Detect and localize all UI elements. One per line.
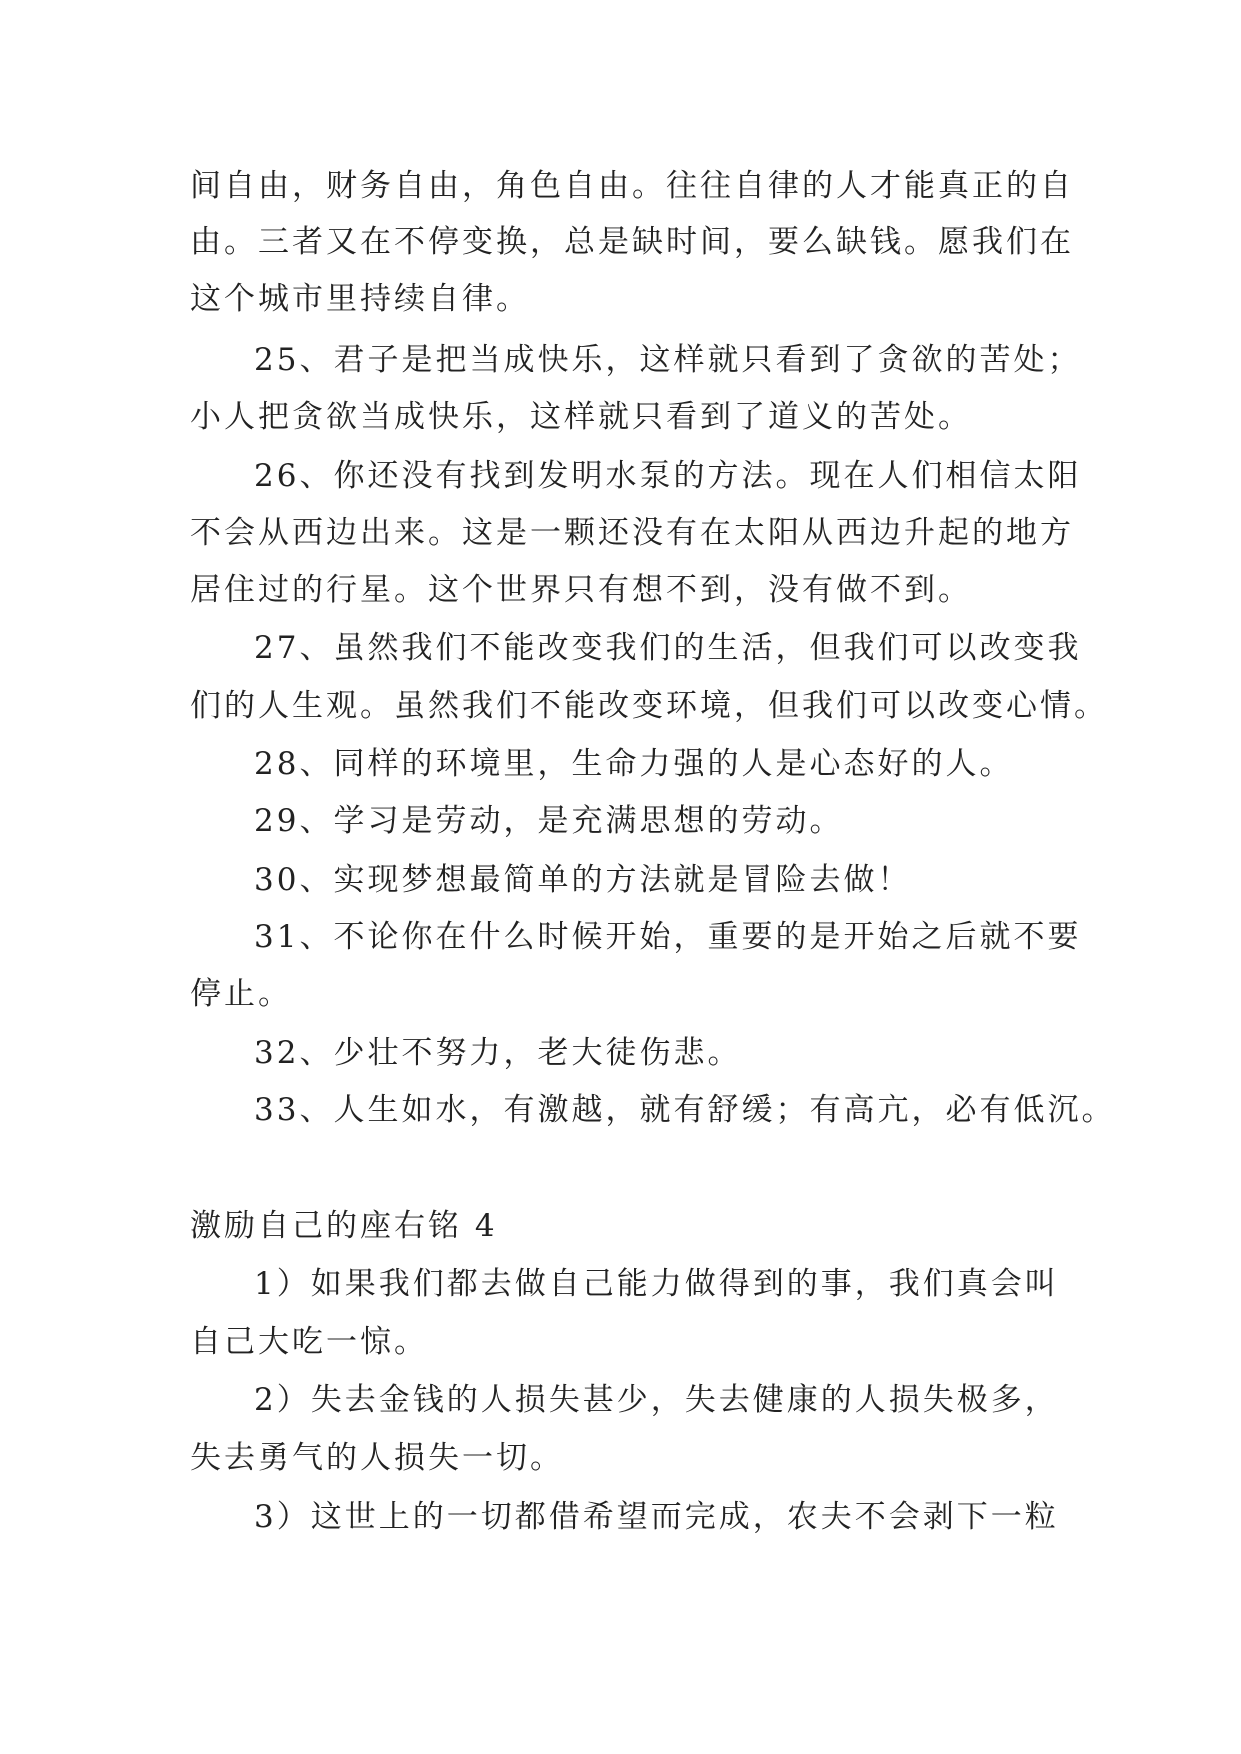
list-item-2: 2）失去金钱的人损失甚少，失去健康的人损失极多，	[254, 1382, 1059, 1418]
text-line: 由。三者又在不停变换，总是缺时间，要么缺钱。愿我们在	[190, 224, 1074, 260]
list-item-1: 1）如果我们都去做自己能力做得到的事，我们真会叫	[254, 1266, 1059, 1302]
text-line: 这个城市里持续自律。	[190, 281, 530, 317]
list-item-26: 26、你还没有找到发明水泵的方法。现在人们相信太阳	[254, 458, 1082, 494]
list-item-29: 29、学习是劳动，是充满思想的劳动。	[254, 803, 844, 839]
text-line: 小人把贪欲当成快乐，这样就只看到了道义的苦处。	[190, 399, 972, 435]
text-line: 失去勇气的人损失一切。	[190, 1440, 564, 1476]
list-item-33: 33、人生如水，有激越，就有舒缓；有高亢，必有低沉。	[254, 1092, 1116, 1128]
list-item-31: 31、不论你在什么时候开始，重要的是开始之后就不要	[254, 919, 1082, 955]
text-line: 间自由，财务自由，角色自由。往往自律的人才能真正的自	[190, 168, 1074, 204]
list-item-3: 3）这世上的一切都借希望而完成，农夫不会剥下一粒	[254, 1499, 1059, 1535]
text-line: 居住过的行星。这个世界只有想不到，没有做不到。	[190, 572, 972, 608]
list-item-27: 27、虽然我们不能改变我们的生活，但我们可以改变我	[254, 630, 1082, 666]
section-heading: 激励自己的座右铭 4	[190, 1208, 498, 1244]
text-line: 们的人生观。虽然我们不能改变环境，但我们可以改变心情。	[190, 688, 1108, 724]
list-item-25: 25、君子是把当成快乐，这样就只看到了贪欲的苦处；	[254, 342, 1082, 378]
text-line: 自己大吃一惊。	[190, 1324, 428, 1360]
list-item-30: 30、实现梦想最简单的方法就是冒险去做！	[254, 862, 912, 898]
list-item-28: 28、同样的环境里，生命力强的人是心态好的人。	[254, 746, 1014, 782]
list-item-32: 32、少壮不努力，老大徒伤悲。	[254, 1035, 742, 1071]
text-line: 停止。	[190, 976, 292, 1012]
text-line: 不会从西边出来。这是一颗还没有在太阳从西边升起的地方	[190, 515, 1074, 551]
